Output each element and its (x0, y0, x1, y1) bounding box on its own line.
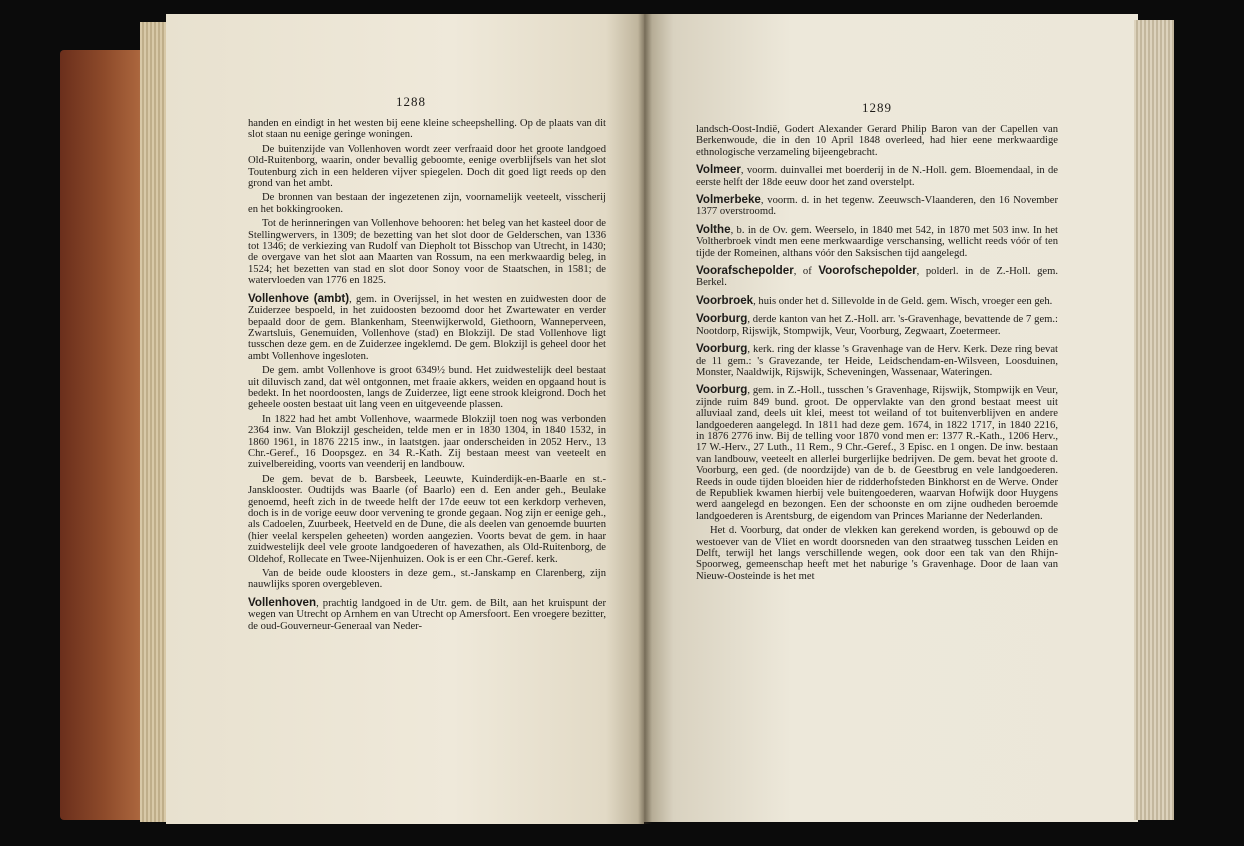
right-text-column (696, 124, 1058, 585)
entry-headword: Vollenhoven (248, 595, 317, 609)
paragraph: In 1822 had het ambt Vollenhove, waarmede Blokzijl toen nog was verbonden 2364 inw. Van Blokzijl gescheiden, telde men er in 1830 1304, in 1840 1532, in 1860 1961, in 1876 2215 inw., in laatstgen. jaar onderscheiden in 2052 Herv., 13 Chr.-Geref., 16 Doopsgez. en 34 R.-Kath. Zij bestaan meest van veeteelt en zuivelbereiding, voorts van veenderij en landbouw. (248, 413, 606, 471)
entry-volmeer (696, 164, 1058, 188)
entry-text: , prachtig landgoed in de Utr. gem. de Bilt, aan het kruispunt der wegen van Utrecht op Arnhem en van Utrecht op Amersfoort. Een vroegere bezitter, de oud-Gouverneur-Generaal van Neder- (248, 597, 606, 632)
paragraph: landsch-Oost-Indië, Godert Alexander Gerard Philip Baron van der Capellen van Berkenwoude, die in den 10 April 1848 overleed, had hier eene merkwaardige ethnologische verzameling bijeengebracht. (696, 124, 1058, 158)
entry-text: , gem. in Overijssel, in het westen en zuidwesten door de Zuiderzee bespoeld, in het zuidoosten bezoomd door het Zwartewater en verder bepaald door de gem. Blankenham, Steenwijkerwold, Giethoorn, Wanneperveen, Zwartsluis, Genemuiden, Vollenhove (stad) en Blokzijl. De stad Vollenhove ligt tusschen deze gem. en de Zuiderzee ingeklemd. De gem. Blokzijl is geheel door het ambt Vollenhove ingesloten. (248, 293, 606, 362)
entry-headword: Volmerbeke (696, 193, 761, 207)
entry-text: , huis onder het d. Sillevolde in de Geld. gem. Wisch, vroeger een geh. (753, 295, 1053, 307)
entry-vollenhove-ambt (248, 293, 606, 362)
paragraph: De gem. ambt Vollenhove is groot 6349½ bund. Het zuidwestelijk deel bestaat uit diluvisch zand, dat wèl ontgonnen, met fraaie akkers, weiden en opgaand hout is bedekt. In het noordoosten, langs de Zuiderzee, ligt eene strook kleigrond. Doch het geheele oosten bestaat uit lang veen en uitgeveende plassen. (248, 365, 606, 411)
book-gutter (638, 14, 652, 824)
paragraph: Tot de herinneringen van Vollenhove behooren: het beleg van het kasteel door de Stellingwervers, in 1309; de bezetting van het slot door de Gelderschen, van 1336 tot 1346; de verkiezing van Rudolf van Diepholt tot Bisschop van Utrecht, in 1430; de overgave van het slot aan Maarten van Rossum, na een merkwaardig beleg, in 1524; het bezetten van stad en slot door Sonoy voor de Staatschen, in 1581; de watervloeden van 1776 en 1825. (248, 218, 606, 287)
entry-vollenhoven (248, 597, 606, 632)
entry-text: , kerk. ring der klasse 's Gravenhage van de Herv. Kerk. Deze ring bevat de 11 gem.: 's Gravezande, ter Heide, Leidschendam-en-Wilsveen, Loosduinen, Monster, Naaldwijk, Rijswijk, Scheveningen, Wassenaar, Wateringen. (696, 344, 1058, 378)
entry-text: , polderl. in de Z.-Holl. gem. Berkel. (696, 266, 1058, 289)
entry-text: , voorm. duinvallei met boerderij in de N.-Holl. gem. Bloemendaal, in de eerste helft der 18de eeuw door het zand overstelpt. (696, 165, 1058, 188)
page-edges-right (1134, 20, 1174, 820)
entry-voorafschepolder (696, 265, 1058, 289)
paragraph: De bronnen van bestaan der ingezetenen zijn, voornamelijk veeteelt, visscherij en het bokkingrooken. (248, 192, 606, 215)
entry-headword: Voorafschepolder (696, 264, 794, 278)
entry-headword: Volthe (696, 222, 731, 236)
entry-headword: Voorbroek (696, 293, 754, 307)
entry-volthe (696, 224, 1058, 259)
entry-headword: Volmeer (696, 163, 741, 177)
entry-headword: Voorburg (696, 383, 748, 397)
paragraph: De gem. bevat de b. Barsbeek, Leeuwte, Kuinderdijk-en-Baarle en st.-Jansklooster. Oudtijds was Baarle (of Baarlo) een d. Een ander geh., Beulake genoemd, heeft zich in de tweede helft der 17de eeuw tot een kerkdorp verheven, doch is in de vorige eeuw door vervening te gronde gegaan. Nog zijn er eenige geh., als Cadoelen, Zuurbeek, Heetveld en de Dune, die als deelen van genoemde buurten (hier veelal kerspelen geheeten) worden aangezien. Voorts bevat de gem. in haar zuidwestelijk deel vele groote landgoederen of havezathen, als Old-Ruitenborg, de Oldehof, Rollecate en Twee-Nijenhuizen. Ook is er een Chr.-Geref. kerk. (248, 473, 606, 565)
paragraph: De buitenzijde van Vollenhoven wordt zeer verfraaid door het groote landgoed Old-Ruitenborg, waarin, onder bevallig geboomte, eenige overblijfsels van het slot Toutenburg zich in een helderen vijver spiegelen. Doch dit goed ligt reeds op den grond van het ambt. (248, 143, 606, 190)
entry-text: , gem. in Z.-Holl., tusschen 's Gravenhage, Rijswijk, Stompwijk en Veur, zijnde ruim 849 bund. groot. De oppervlakte van den grond bestaat meest uit alluviaal zand, deels uit klei, meest tot weiland of tot buitenverblijven en andere landgoederen aangelegd. In 1811 had deze gem. 1674, in 1822 1717, in 1840 2216, in 1876 2776 inw. Bij de telling voor 1870 vond men er: 1377 R.-Kath., 1206 Herv., 17 W.-Herv., 27 Luth., 11 Rem., 9 Chr.-Geref., 3 Episc. en 1 ongen. De inw. bestaan van landbouw, veeteelt en allerlei burgerlijke bedrijven. De gem. bevat het groote d. Voorburg, een ged. (de noordzijde) van de b. de Geestbrug en vele landgoederen. Reeds in oude tijden bloeiden hier de ridderhofsteden Binkhorst en de Werve. Onder de Republiek kwamen hierbij vele buitengoederen, waarvan Hofwijk door Huygens werd aangelegd en bezongen. Een der schoonste en om zijne oudheden beroemde landgoederen is Arentsburg, de eigendom van Princes Marianne der Nederlanden. (696, 385, 1058, 522)
right-page-number: 1289 (862, 100, 892, 115)
entry-voorburg-gem (696, 384, 1058, 522)
entry-text: , derde kanton van het Z.-Holl. arr. 's-Gravenhage, bevattende de 7 gem.: Nootdorp, Rijswijk, Stompwijk, Veur, Voorburg, Zegwaart, Zoetermeer. (696, 314, 1058, 337)
left-text-column (248, 118, 606, 635)
entry-text: , b. in de Ov. gem. Weerselo, in 1840 met 542, in 1870 met 503 inw. In het Voltherbroek vindt men eene merkwaardige verschansing, wellicht reeds vóór of ten tijde der Romeinen, althans vóór den Saksischen tijd aangelegd. (696, 224, 1058, 259)
entry-headword: Vollenhove (ambt) (248, 291, 350, 305)
entry-text: , of (793, 266, 819, 278)
entry-text: , voorm. d. in het tegenw. Zeeuwsch-Vlaanderen, den 16 November 1377 overstroomd. (696, 195, 1058, 218)
right-page (644, 14, 1138, 822)
entry-voorbroek (696, 295, 1058, 307)
entry-headword-alt: Voorofschepolder (818, 264, 917, 278)
entry-headword: Voorburg (696, 342, 748, 356)
left-page-number: 1288 (396, 94, 426, 109)
entry-headword: Voorburg (696, 312, 748, 326)
entry-voorburg-ring (696, 343, 1058, 378)
entry-volmerbeke (696, 194, 1058, 218)
paragraph: Van de beide oude kloosters in deze gem., st.-Janskamp en Clarenberg, zijn nauwlijks sporen overgebleven. (248, 568, 606, 591)
paragraph: Het d. Voorburg, dat onder de vlekken kan gerekend worden, is gebouwd op de westoever van de Vliet en wordt doorsneden van den straatweg tusschen Leiden en Delft, terwijl het langs verschillende wegen, ook door een tak van den Rhijn-Spoorweg, gemeenschap heeft met het naburige 's Gravenhage. Door de laan van Nieuw-Oosteinde is het met (696, 525, 1058, 582)
left-page (166, 14, 644, 824)
entry-voorburg-kanton (696, 313, 1058, 337)
paragraph: handen en eindigt in het westen bij eene kleine scheepshelling. Op de plaats van dit slot staan nu eenige geringe woningen. (248, 118, 606, 141)
